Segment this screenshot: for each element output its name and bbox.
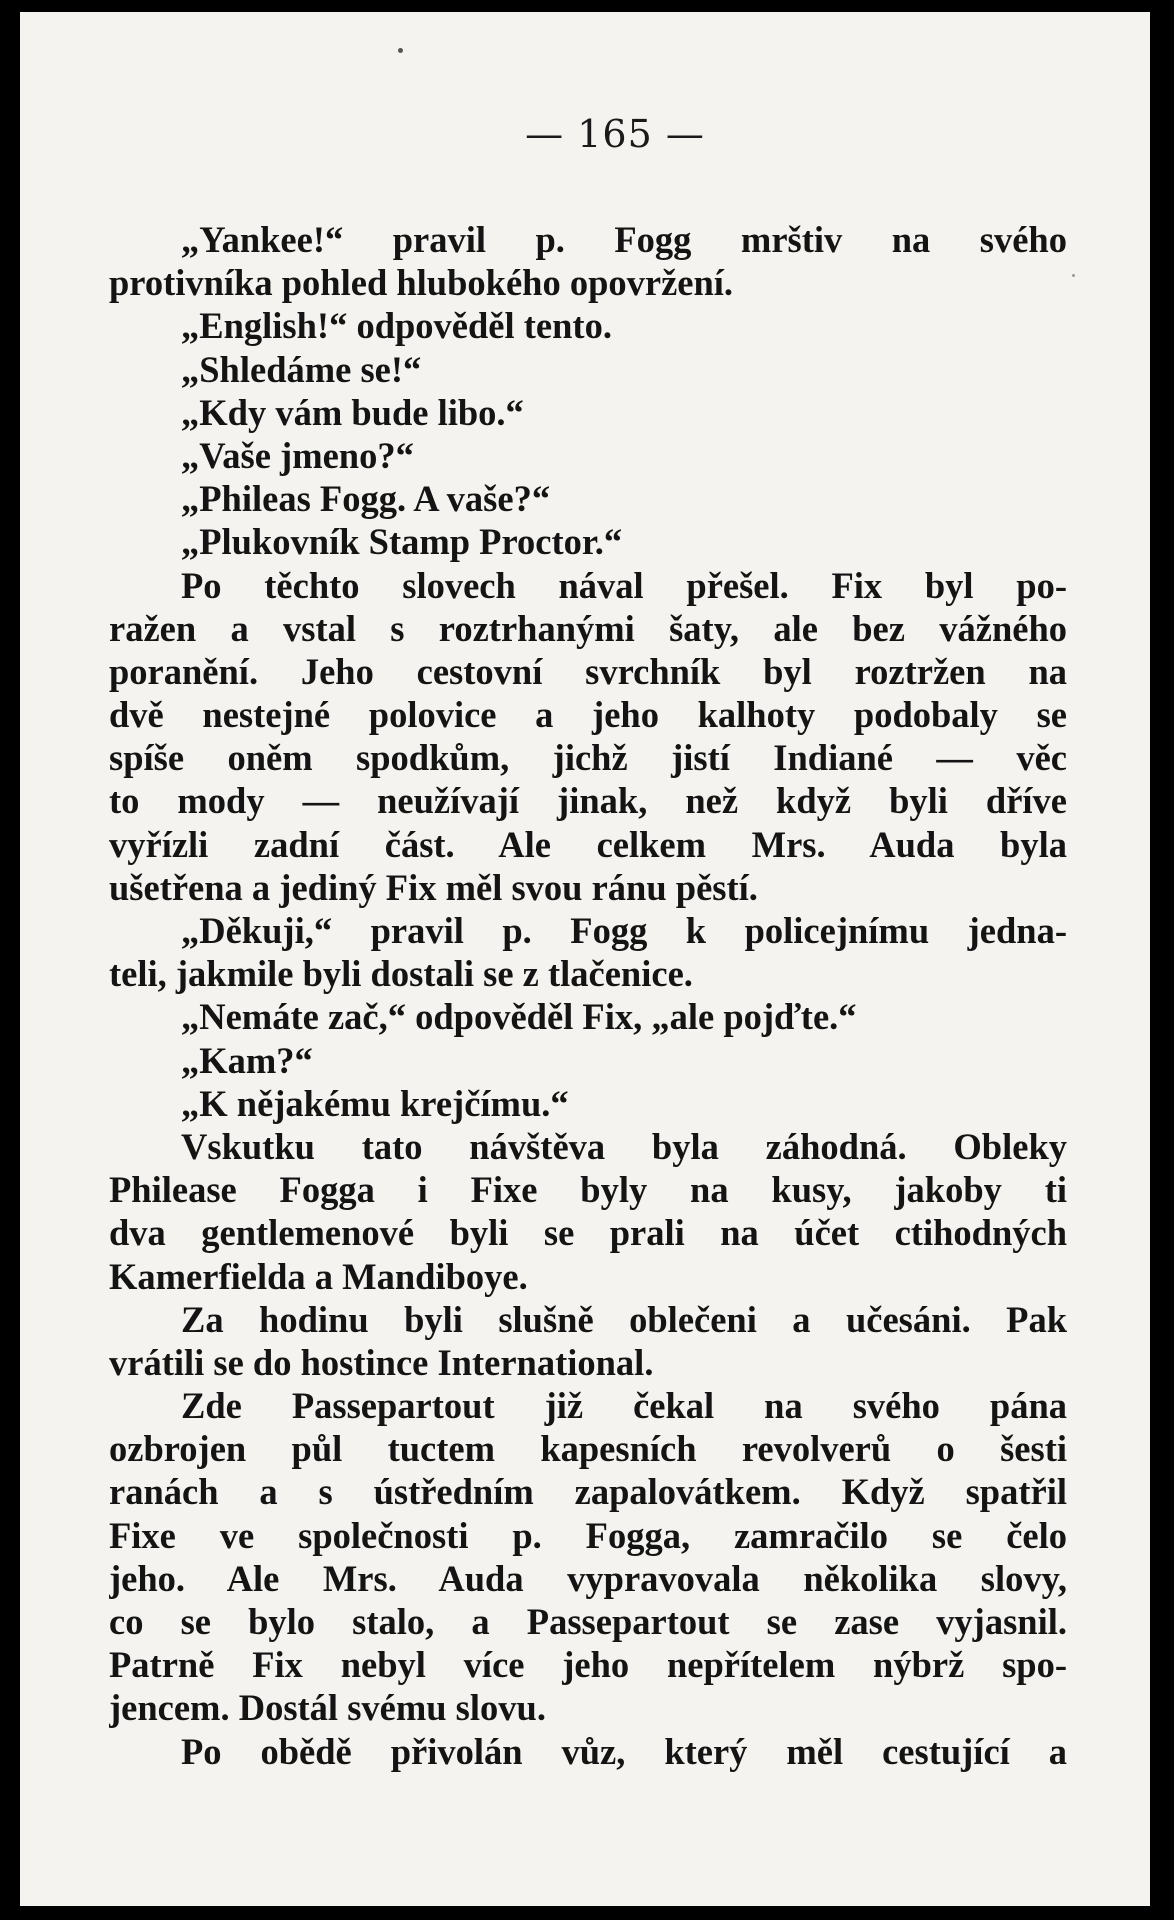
text-line: Patrně Fix nebyl více jeho nepřítelem nýbrž spo- — [109, 1644, 1067, 1686]
text-line: „Yankee!“ pravil p. Fogg mrštiv na svého — [181, 219, 1067, 260]
text-line: ozbrojen půl tuctem kapesních revolverů o šesti — [109, 1428, 1067, 1470]
text-line: „Shledáme se!“ — [181, 348, 422, 390]
page-number: — 165 — — [525, 112, 705, 156]
text-line: „Kdy vám bude libo.“ — [181, 391, 524, 433]
text-line: Kamerfielda a Mandiboye. — [109, 1255, 528, 1297]
text-line: co se bylo stalo, a Passepartout se zase vyjasnil. — [109, 1601, 1067, 1642]
page-text — [109, 218, 1067, 1773]
text-line: jeho. Ale Mrs. Auda vypravovala několika slovy, — [109, 1557, 1067, 1599]
text-line: „Nemáte zač,“ odpověděl Fix, „ale pojďte.“ — [181, 996, 857, 1038]
text-line: to mody — neužívají jinak, než když byli dříve — [109, 780, 1067, 822]
text-line: Fixe ve společnosti p. Fogga, zamračilo se čelo — [109, 1514, 1067, 1556]
text-line: ražen a vstal s roztrhanými šaty, ale bez vážného — [109, 607, 1067, 649]
text-line: Zde Passepartout již čekal na svého pána — [181, 1385, 1067, 1427]
text-line: „Plukovník Stamp Proctor.“ — [181, 521, 623, 563]
text-line: teli, jakmile byli dostali se z tlačenice. — [109, 953, 693, 995]
text-line: vrátili se do hostince International. — [109, 1341, 654, 1383]
text-line: „Phileas Fogg. A vaše?“ — [181, 478, 551, 520]
text-line: „Kam?“ — [181, 1039, 313, 1081]
print-speck — [1072, 274, 1075, 277]
text-line: „K nějakému krejčímu.“ — [181, 1082, 569, 1124]
text-line: dva gentlemenové byli se prali na účet ctihodných — [109, 1212, 1067, 1254]
text-line: Za hodinu byli slušně oblečeni a učesáni. Pak — [181, 1298, 1067, 1340]
book-page — [20, 12, 1150, 1906]
text-line: spíše oněm spodkům, jichž jistí Indiané — věc — [109, 737, 1067, 779]
text-line: „Vaše jmeno?“ — [181, 434, 414, 476]
text-line: jencem. Dostál svému slovu. — [109, 1687, 546, 1729]
text-line: dvě nestejné polovice a jeho kalhoty podobaly se — [109, 694, 1067, 736]
text-line: poranění. Jeho cestovní svrchník byl roztržen na — [109, 650, 1067, 692]
print-speck — [398, 48, 403, 53]
text-line: ranách a s ústředním zapalovátkem. Když spatřil — [109, 1471, 1067, 1513]
text-line: Philease Fogga i Fixe byly na kusy, jakoby ti — [109, 1169, 1067, 1211]
text-line: vyřízli zadní část. Ale celkem Mrs. Auda byla — [109, 823, 1067, 865]
text-line: „Děkuji,“ pravil p. Fogg k policejnímu jedna- — [181, 910, 1067, 951]
text-line: Po obědě přivolán vůz, který měl cestující a — [181, 1730, 1067, 1772]
text-line: protivníka pohled hlubokého opovržení. — [109, 262, 734, 304]
text-line: ušetřena a jediný Fix měl svou ránu pěstí. — [109, 866, 758, 908]
text-line: „English!“ odpověděl tento. — [181, 305, 612, 347]
text-line: Po těchto slovech nával přešel. Fix byl po- — [181, 564, 1067, 606]
text-line: Vskutku tato návštěva byla záhodná. Obleky — [181, 1125, 1067, 1167]
